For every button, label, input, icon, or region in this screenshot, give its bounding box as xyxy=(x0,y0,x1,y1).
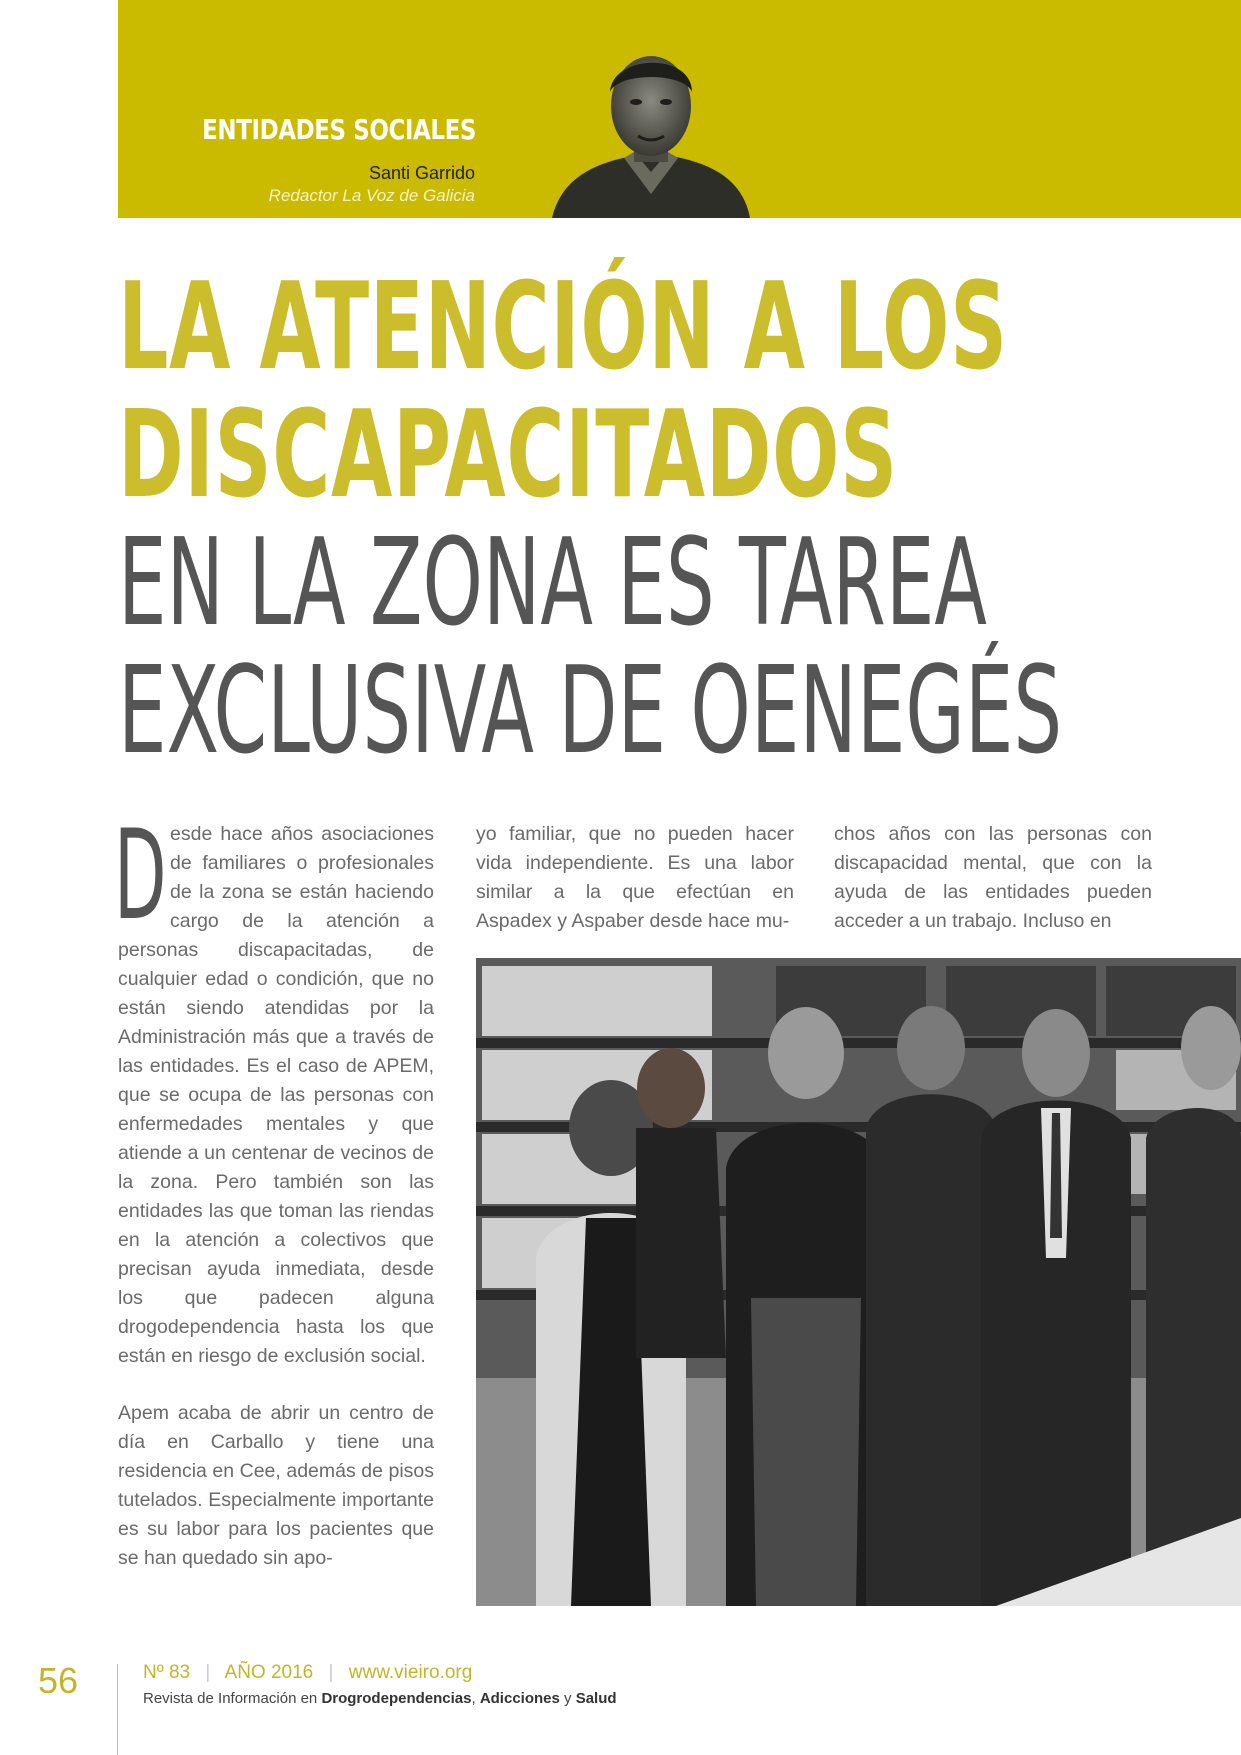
headline-line-4: EXCLUSIVA DE OENEGÉS xyxy=(118,642,1063,781)
footer-tagline xyxy=(143,1690,617,1707)
group-photo xyxy=(476,958,1241,1606)
tagline-adicciones: Adicciones xyxy=(479,1690,560,1707)
issue-number: Nº 83 xyxy=(143,1662,191,1683)
body-column-2 xyxy=(476,820,794,964)
paragraph-3: yo familiar, que no pueden hacer vida independiente. Es una labor similar a la que efectúan en Aspadex y Aspaber desde hace mu- xyxy=(476,823,794,932)
author-role: Redactor La Voz de Galicia xyxy=(268,186,475,205)
body-column-3 xyxy=(834,820,1152,964)
body-column-1 xyxy=(114,804,434,1601)
footer-separator-2: | xyxy=(328,1662,334,1683)
page-number: 56 xyxy=(38,1660,79,1701)
drop-cap: D xyxy=(114,804,167,948)
tagline-sep-2: y xyxy=(559,1690,576,1707)
author-name: Santi Garrido xyxy=(368,163,475,183)
issue-year: AÑO 2016 xyxy=(224,1662,314,1683)
paragraph-1 xyxy=(114,804,434,1371)
headline xyxy=(118,258,1178,781)
tagline-sep-1: , xyxy=(471,1690,480,1707)
paragraph-2: Apem acaba de abrir un centro de día en Carballo y tiene una residencia en Cee, además de pisos tutelados. Especialmente importante es su labor para los pacientes que se han quedado sin apo- xyxy=(118,1402,434,1569)
tagline-salud: Salud xyxy=(575,1690,617,1707)
paragraph-4: chos años con las personas con discapacidad mental, que con la ayuda de las entidades pueden acceder a un trabajo. Incluso en xyxy=(834,823,1152,932)
author-portrait xyxy=(552,44,750,218)
footer-info xyxy=(143,1662,472,1684)
footer-separator-1: | xyxy=(205,1662,211,1683)
footer-divider xyxy=(117,1664,118,1755)
section-title: ENTIDADES SOCIALES xyxy=(202,113,476,146)
paragraph-1-text: esde hace años asociaciones de familiares o profesionales de la zona se están haciendo cargo de la atención a personas discapacitadas, de cualquier edad o condición, que no están siendo atendidas por la Administración más que a través de las entidades. Es el caso de APEM, que se ocupa de las personas con enfermedades mentales y que atiende a un centenar de vecinos de la zona. Pero también son las entidades las que toman las riendas en la atención a colectivos que precisan ayuda inmediata, desde los que padecen alguna drogodependencia hasta los que están en riesgo de exclusión social. xyxy=(118,823,434,1367)
headline-line-2: DISCAPACITADOS xyxy=(118,386,898,525)
headline-line-3: EN LA ZONA ES TAREA xyxy=(118,514,987,653)
website-link[interactable]: www.vieiro.org xyxy=(348,1662,473,1683)
headline-line-1: LA ATENCIÓN A LOS xyxy=(118,258,1008,397)
tagline-drogodependencias: Drogrodependencias xyxy=(321,1690,472,1707)
tagline-prefix: Revista de Información en xyxy=(143,1690,322,1707)
